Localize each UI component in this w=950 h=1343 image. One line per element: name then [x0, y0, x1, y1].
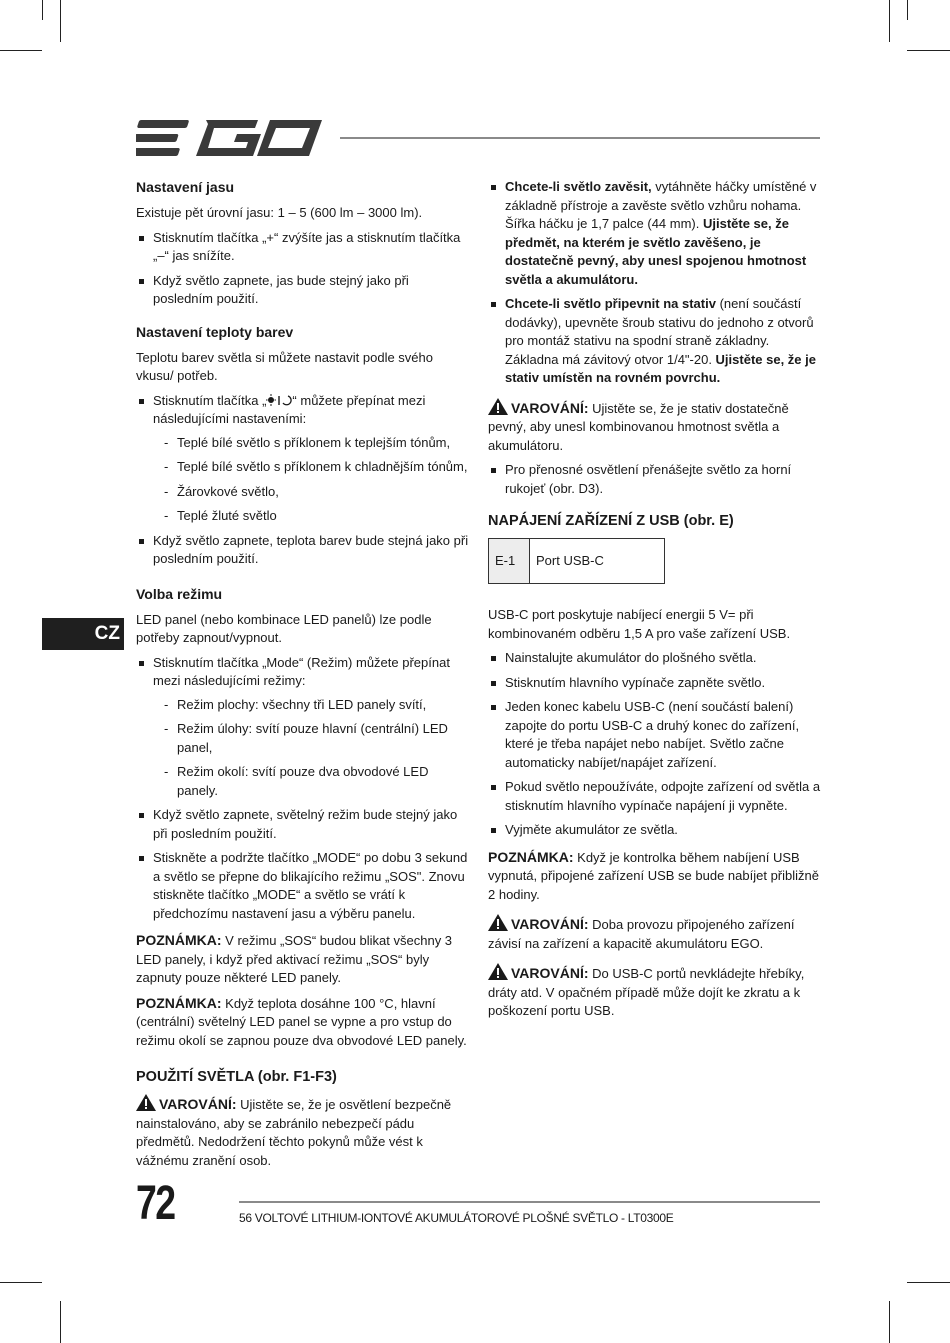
crop-mark	[0, 1282, 42, 1283]
warning-icon	[488, 914, 508, 931]
list-item: Když světlo zapnete, teplota barev bude stejná jako při posledním použití.	[136, 532, 469, 569]
warning-label: VAROVÁNÍ:	[511, 399, 589, 416]
warning	[136, 1094, 469, 1170]
crop-mark	[0, 50, 42, 51]
mode-bullet-text: Stisknutím tlačítka „Mode“ (Režim) můžete přepínat mezi následujícími režimy:	[153, 654, 450, 688]
brightness-intro: Existuje pět úrovní jasu: 1 – 5 (600 lm – 3000 lm).	[136, 205, 423, 220]
color-temp-options	[153, 434, 469, 526]
mode-list	[136, 654, 469, 924]
note-label: POZNÁMKA:	[136, 932, 222, 948]
header-rule	[340, 137, 820, 139]
warning-label: VAROVÁNÍ:	[159, 1096, 237, 1112]
hang-text: vytáhněte háčky umístěné v základně přístroje a zavěste světlo vzhůru nohama. Šířka háčku je 1,7 palce (44 mm).	[505, 179, 817, 231]
warning-text: Ujistěte se, že je osvětlení bezpečně nainstalováno, aby se zabránilo nebezpečí pádu předmětů. Nedodržení těchto pokynů může vést k vážnému zranění osob.	[136, 1097, 452, 1168]
list-item: Když světlo zapnete, světelný režim bude stejný jako při posledním použití.	[136, 806, 469, 843]
page-number: 72	[136, 1177, 175, 1230]
list-item: - Režim plochy: všechny tři LED panely svítí,	[153, 696, 469, 715]
warning-icon	[488, 398, 508, 415]
color-temp-heading: Nastavení teploty barev	[136, 323, 294, 340]
list-item: - Režim úlohy: svítí pouze hlavní (centrální) LED panel,	[153, 720, 469, 757]
list-item	[488, 178, 821, 289]
crop-mark	[60, 0, 61, 42]
crop-mark	[907, 0, 908, 20]
list-item: Stisknutím hlavního vypínače zapněte světlo.	[488, 674, 821, 693]
right-column	[488, 178, 821, 1027]
list-item: Pro přenosné osvětlení přenášejte světlo za horní rukojeť (obr. D3).	[488, 461, 821, 498]
ego-logo	[136, 118, 322, 158]
list-item	[136, 654, 469, 801]
warning-text: Do USB-C portů nevkládejte hřebíky, dráty atd. V opačném případě může dojít ke zkratu a k poškození portu USB.	[488, 966, 805, 1018]
warning-icon	[488, 963, 508, 980]
stand-text: (není součástí dodávky), upevněte šroub stativu do jednoho z otvorů pro montáž stativu na spodní straně základny. Základna má závitový otvor 1/4"-20.	[505, 296, 814, 367]
list-item: Nainstalujte akumulátor do plošného světla.	[488, 649, 821, 668]
note-text: Když teplota dosáhne 100 °C, hlavní (centrální) světelný LED panel se vypne a pro vstup do režimu okolí se zapnou pouze dva obvodové LED panely.	[136, 995, 467, 1048]
left-column	[136, 178, 469, 1176]
list-item	[136, 392, 469, 526]
crop-mark	[889, 0, 890, 42]
crop-mark	[907, 1282, 950, 1283]
warning-text: Ujistěte se, že je stativ dostatečně pevný, aby unesl kombinovanou hmotnost světla a akumulátoru.	[488, 400, 789, 453]
crop-mark	[60, 1301, 61, 1343]
table-row	[489, 539, 665, 584]
list-item: Stisknutím tlačítka „+“ zvýšíte jas a stisknutím tlačítka „–“ jas snížíte.	[136, 229, 469, 266]
usb-list	[488, 649, 821, 840]
stand-bold-2: Ujistěte se, že je stativ umístěn na rovném povrchu.	[505, 351, 816, 385]
table-cell-label: Port USB-C	[530, 539, 665, 584]
use-heading: POUŽITÍ SVĚTLA (obr. F1-F3)	[136, 1069, 337, 1085]
mode-options	[153, 696, 469, 801]
warning	[488, 963, 821, 1021]
carry-list	[488, 461, 821, 498]
warning-label: VAROVÁNÍ:	[511, 916, 589, 932]
mounting-list	[488, 178, 821, 388]
list-item: - Teplé žluté světlo	[153, 507, 469, 526]
crop-mark	[889, 1301, 890, 1343]
list-item: Vyjměte akumulátor ze světla.	[488, 821, 821, 840]
note	[488, 848, 821, 905]
color-temp-text-after: “ můžete přepínat mezi následujícími nastaveními:	[153, 392, 426, 426]
list-item: Stiskněte a podržte tlačítko „MODE“ po dobu 3 sekund a světlo se přepne do blikajícího režimu „SOS". Znovu stiskněte tlačítko „MODE“ a světlo se vrátí k předchozímu nastavení jasu a výběru panelu.	[136, 849, 469, 923]
note-text: V režimu „SOS“ budou blikat všechny 3 LED panely, i když před aktivací režimu „SOS“ byly zapnuty pouze některé LED panely.	[136, 933, 453, 985]
usb-legend-table	[488, 538, 665, 584]
color-temp-list	[136, 392, 469, 569]
stand-bold: Chcete-li světlo připevnit na stativ	[505, 296, 716, 311]
crop-mark	[907, 50, 950, 51]
warning-label: VAROVÁNÍ:	[511, 965, 589, 981]
list-item: Pokud světlo nepoužíváte, odpojte zařízení od světla a stisknutím hlavního vypínače napájení ji vypněte.	[488, 778, 821, 815]
note-label: POZNÁMKA:	[488, 848, 574, 865]
footer-title: 56 VOLTOVÉ LITHIUM-IONTOVÉ AKUMULÁTOROVÉ PLOŠNÉ SVĚTLO - LT0300E	[239, 1211, 674, 1225]
list-item	[488, 295, 821, 388]
mode-intro: LED panel (nebo kombinace LED panelů) lze podle potřeby zapnout/vypnout.	[136, 611, 432, 645]
warning-icon	[136, 1094, 156, 1111]
list-item: - Režim okolí: svítí pouze dva obvodové LED panely.	[153, 763, 469, 800]
note-label: POZNÁMKA:	[136, 994, 222, 1011]
mode-heading: Volba režimu	[136, 585, 223, 602]
color-temp-button-icon	[266, 394, 292, 406]
brightness-heading: Nastavení jasu	[136, 179, 235, 195]
warning-text: Doba provozu připojeného zařízení závisí na zařízení a kapacitě akumulátoru EGO.	[488, 917, 795, 951]
table-cell-code: E-1	[489, 539, 530, 584]
list-item: - Žárovkové světlo,	[153, 483, 469, 502]
warning	[488, 914, 821, 953]
color-temp-text-before: Stisknutím tlačítka „	[153, 392, 267, 408]
note	[136, 931, 469, 988]
note-text: Když je kontrolka během nabíjení USB vypnutá, připojené zařízení USB se bude nabíjet přibližně 2 hodiny.	[488, 849, 819, 902]
usb-heading: NAPÁJENÍ ZAŘÍZENÍ Z USB (obr. E)	[488, 513, 734, 529]
footer-rule	[239, 1201, 820, 1203]
note	[136, 994, 469, 1051]
brightness-list	[136, 229, 469, 309]
crop-mark	[42, 0, 43, 20]
list-item: - Teplé bílé světlo s příklonem k chladnějším tónům,	[153, 458, 469, 477]
usb-intro: USB-C port poskytuje nabíjecí energii 5 V= při kombinovaném odběru 1,5 A pro vaše zařízení USB.	[488, 607, 791, 641]
hang-bold-2: Ujistěte se, že předmět, na kterém je světlo zavěšeno, je dostatečně pevný, aby unesl spojenou hmotnost světla a akumulátoru.	[505, 216, 807, 287]
list-item: - Teplé bílé světlo s příklonem k teplejším tónům,	[153, 434, 469, 453]
warning	[488, 398, 821, 456]
list-item: Když světlo zapnete, jas bude stejný jako při posledním použití.	[136, 272, 469, 309]
list-item: Jeden konec kabelu USB-C (není součástí balení) zapojte do portu USB-C a druhý konec do zařízení, které je třeba napájet nebo nabíjet. Světlo začne automaticky nabíjet/napájet zařízení.	[488, 698, 821, 772]
hang-bold: Chcete-li světlo zavěsit,	[505, 179, 652, 194]
language-tab: CZ	[42, 618, 124, 650]
color-temp-intro: Teplotu barev světla si můžete nastavit podle svého vkusu/ potřeb.	[136, 349, 434, 383]
